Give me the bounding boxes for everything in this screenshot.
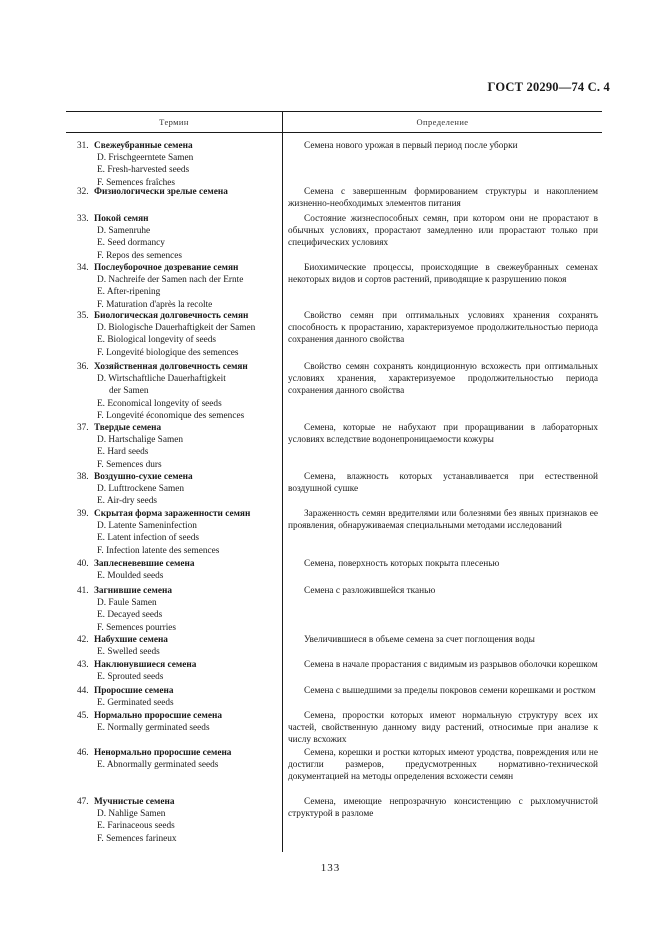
term-translation: E. Hard seeds (97, 447, 149, 458)
term-translation: F. Repos des semences (97, 250, 182, 261)
term-translation: E. Farinaceous seeds (97, 821, 175, 832)
term-translation: F. Infection latente des semences (97, 545, 220, 556)
term-number: 40. (77, 559, 89, 569)
term-russian: Покой семян (94, 214, 149, 224)
term-number: 36. (77, 362, 89, 372)
term-number: 42. (77, 635, 89, 645)
term-heading (77, 659, 282, 671)
term-translation: E. Air-dry seeds (97, 496, 157, 507)
term-translation: E. Moulded seeds (97, 571, 164, 582)
term-translation: F. Longevité biologique des semences (97, 347, 239, 358)
term-translation: E. Sprouted seeds (97, 672, 164, 683)
term-translation: F. Longevité économique des semences (97, 410, 245, 421)
term-translation: E. Seed dormancy (97, 238, 165, 249)
term-translation: D. Hartschalige Samen (97, 435, 183, 446)
term-heading (77, 796, 282, 808)
term-heading (77, 262, 282, 274)
term-heading (77, 310, 282, 322)
term-heading (77, 471, 282, 483)
table-header-rule (66, 132, 602, 133)
term-translation: D. Latente Sameninfection (97, 521, 197, 532)
term-translation: F. Semences durs (97, 459, 162, 470)
term-definition: Семена, поверхность которых покрыта плесенью (304, 559, 500, 569)
term-number: 43. (77, 660, 89, 670)
term-russian: Заплесневевшие семена (94, 559, 195, 569)
term-definition: Биохимические процессы, происходящие в свежеубранных семенах некоторых видов и сортов растений, приводящие к разрушению покоя (288, 263, 598, 286)
term-definition: Семена в начале прорастания с видимым из разрывов оболочки корешком (304, 660, 598, 670)
term-cell (77, 659, 282, 683)
terms-table (66, 111, 602, 852)
term-translation: D. Wirtschaftliche Dauerhaftigkeit (97, 374, 226, 385)
term-definition: Свойство семян при оптимальных условиях хранения сохранять способность к прорастанию, характеризуемое продолжительностью периода сохранения данного свойства (288, 311, 598, 346)
term-translation: E. Abnormally germinated seeds (97, 760, 219, 771)
term-translation: E. Normally germinated seeds (97, 723, 210, 734)
term-heading (77, 422, 282, 434)
term-translation: F. Semences fraîches (97, 177, 175, 188)
term-translation: D. Samenruhe (97, 226, 151, 237)
term-definition: Семена нового урожая в первый период после уборки (304, 141, 518, 151)
term-number: 33. (77, 214, 89, 224)
term-definition: Зараженность семян вредителями или болезнями без явных признаков ее проявления, обнаруживаемая специальными методами исследований (288, 509, 598, 532)
term-definition: Увеличившиеся в объеме семена за счет поглощения воды (304, 635, 535, 645)
term-heading (77, 634, 282, 646)
term-russian: Наклюнувшиеся семена (94, 660, 197, 670)
term-number: 39. (77, 509, 89, 519)
term-number: 47. (77, 797, 89, 807)
column-header-term: Термин (159, 117, 189, 127)
term-translation: E. Decayed seeds (97, 610, 163, 621)
term-russian: Нормально проросшие семена (94, 711, 222, 721)
term-number: 32. (77, 187, 89, 197)
term-heading (77, 685, 282, 697)
term-translation: E. Fresh-harvested seeds (97, 165, 190, 176)
term-russian: Биологическая долговечность семян (94, 311, 249, 321)
page-header: ГОСТ 20290—74 С. 4 (487, 80, 610, 94)
term-translation: E. Swelled seeds (97, 647, 160, 658)
term-translation: der Samen (109, 386, 149, 397)
term-russian: Послеуборочное дозревание семян (94, 263, 239, 273)
term-russian: Проросшие семена (94, 686, 174, 696)
term-translation: E. Biological longevity of seeds (97, 335, 217, 346)
term-number: 35. (77, 311, 89, 321)
term-russian: Воздушно-сухие семена (94, 472, 193, 482)
term-cell (77, 685, 282, 709)
term-number: 37. (77, 423, 89, 433)
term-number: 45. (77, 711, 89, 721)
term-translation: D. Nahlige Samen (97, 809, 166, 820)
term-heading (77, 710, 282, 722)
term-heading (77, 213, 282, 225)
term-translation: E. Latent infection of seeds (97, 533, 199, 544)
term-definition: Семена, которые не набухают при проращивании в лабораторных условиях вследствие водонепроницаемости кожуры (288, 423, 598, 446)
term-definition: Семена, корешки и ростки которых имеют уродства, повреждения или не достигли размеров, предусмотренных нормативно-технической документацией на методы определения всхожести семян (288, 748, 598, 783)
term-number: 46. (77, 748, 89, 758)
term-russian: Хозяйственная долговечность семян (94, 362, 248, 372)
term-cell (77, 262, 282, 311)
term-translation: E. After-ripening (97, 287, 161, 298)
term-number: 41. (77, 586, 89, 596)
term-number: 38. (77, 472, 89, 482)
term-heading (77, 508, 282, 520)
term-definition: Состояние жизнеспособных семян, при котором они не прорастают в обычных условиях, прорастают замедленно или прорастают только при специфических условиях (288, 214, 598, 249)
term-definition: Свойство семян сохранять кондиционную всхожесть при оптимальных условиях хранения, характеризуемое продолжительностью периода сохранения данного свойства (288, 362, 598, 397)
term-definition: Семена, влажность которых устанавливается при естественной воздушной сушке (288, 472, 598, 495)
term-number: 34. (77, 263, 89, 273)
term-cell (77, 710, 282, 734)
term-translation: D. Nachreife der Samen nach der Ernte (97, 275, 244, 286)
term-russian: Набухшие семена (94, 635, 168, 645)
term-definition: Семена, проростки которых имеют нормальную структуру всех их частей, свойственную данному виду растений, относимые при анализе к числу всхожих (288, 711, 598, 746)
term-cell (77, 634, 282, 658)
term-cell (77, 140, 282, 189)
term-russian: Мучнистые семена (94, 797, 175, 807)
term-number: 44. (77, 686, 89, 696)
term-translation: D. Frischgeerntete Samen (97, 153, 194, 164)
column-divider (282, 111, 283, 852)
term-definition: Семена с завершенным формированием структуры и накоплением жизненно-необходимых элементов питания (288, 187, 598, 210)
term-translation: D. Biologische Dauerhaftigkeit der Samen (97, 323, 256, 334)
term-heading (77, 186, 282, 198)
term-cell (77, 747, 282, 771)
term-cell (77, 310, 282, 359)
term-cell (77, 213, 282, 262)
term-translation: D. Lufttrockene Samen (97, 484, 184, 495)
term-russian: Свежеубранные семена (94, 141, 193, 151)
term-cell (77, 585, 282, 634)
term-heading (77, 747, 282, 759)
term-cell (77, 361, 282, 422)
term-cell (77, 471, 282, 508)
term-russian: Скрытая форма зараженности семян (94, 509, 251, 519)
term-translation: E. Germinated seeds (97, 698, 174, 709)
term-russian: Твердые семена (94, 423, 162, 433)
term-russian: Загнившие семена (94, 586, 172, 596)
term-translation: D. Faule Samen (97, 598, 157, 609)
table-top-rule (66, 111, 602, 112)
term-translation: F. Semences pourries (97, 622, 177, 633)
term-definition: Семена с вышедшими за пределы покровов семени корешками и ростком (304, 686, 596, 696)
term-cell (77, 558, 282, 582)
term-number: 31. (77, 141, 89, 151)
term-translation: E. Economical longevity of seeds (97, 398, 222, 409)
term-definition: Семена, имеющие непрозрачную консистенцию с рыхломучнистой структурой в разломе (288, 797, 598, 820)
term-heading (77, 361, 282, 373)
term-russian: Физиологически зрелые семена (94, 187, 228, 197)
term-cell (77, 186, 282, 198)
page-number: 133 (320, 862, 341, 874)
term-cell (77, 508, 282, 557)
term-cell (77, 796, 282, 845)
term-heading (77, 140, 282, 152)
term-heading (77, 585, 282, 597)
column-header-definition: Определение (416, 117, 469, 127)
term-definition: Семена с разложившейся тканью (304, 586, 436, 596)
term-translation: F. Semences farineux (97, 833, 177, 844)
term-cell (77, 422, 282, 471)
term-translation: F. Maturation d'après la recolte (97, 299, 213, 310)
term-heading (77, 558, 282, 570)
term-russian: Ненормально проросшие семена (94, 748, 232, 758)
